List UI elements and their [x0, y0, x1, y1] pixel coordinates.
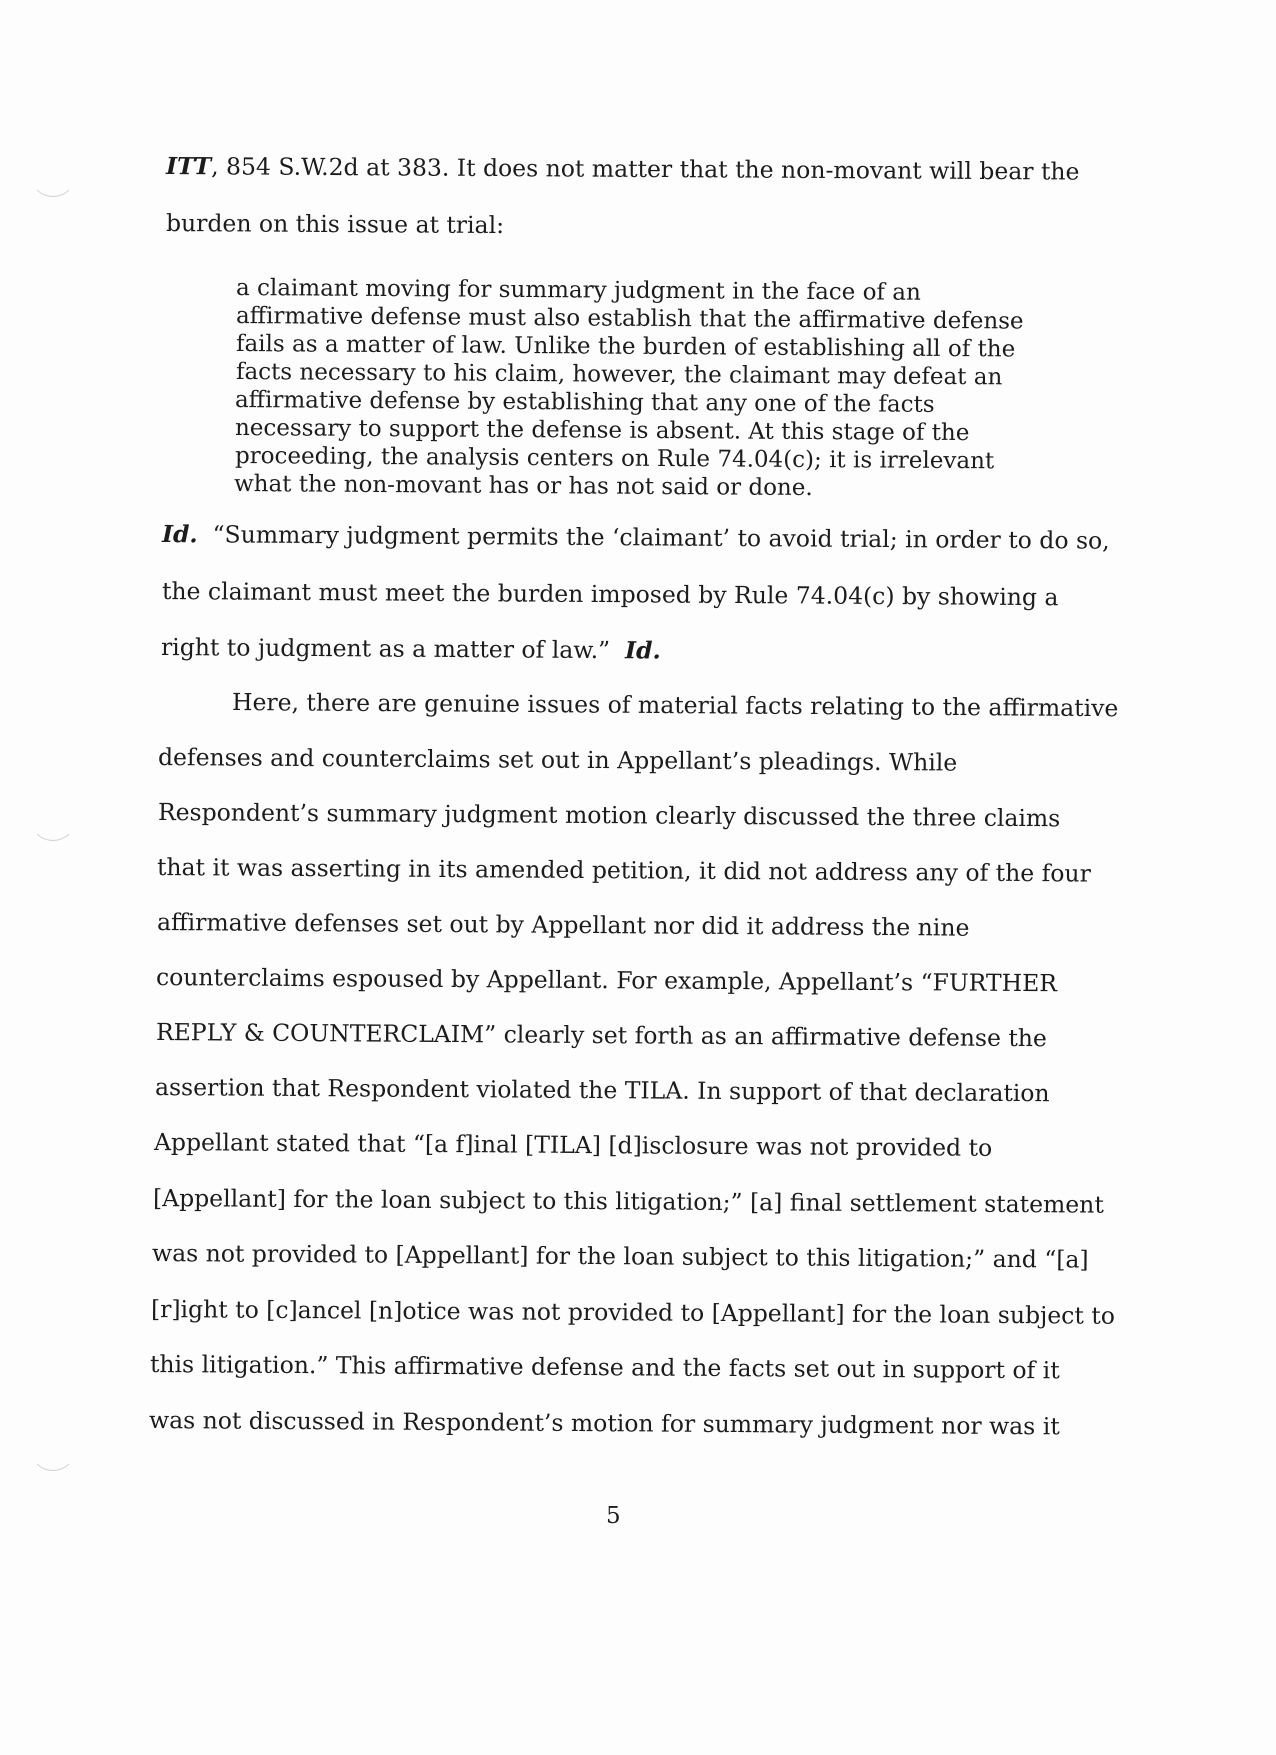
citation-id-1: Id.: [161, 520, 198, 549]
citation-id-2: Id.: [624, 636, 661, 665]
para2-line-3-text: right to judgment as a matter of law.”: [160, 633, 611, 665]
block-quote-line-1: a claimant moving for summary judgment in the face of an: [235, 275, 921, 306]
punch-hole-top: [30, 152, 76, 197]
para2-line-3: [160, 633, 661, 665]
para3-line-12: [r]ight to [c]ancel [n]otice was not provided to [Appellant] for the loan subject to: [150, 1295, 1116, 1330]
para3-line-10: [Appellant] for the loan subject to this litigation;” [a] final settlement statement: [152, 1184, 1104, 1219]
para2-line-2: the claimant must meet the burden imposed by Rule 74.04(c) by showing a: [161, 577, 1059, 612]
para3-line-4: that it was asserting in its amended petition, it did not address any of the four: [156, 853, 1091, 888]
para3-line-8: assertion that Respondent violated the TILA. In support of that declaration: [154, 1073, 1050, 1108]
block-quote-line-3: fails as a matter of law. Unlike the burden of establishing all of the: [235, 331, 1016, 363]
para3-line-14: was not discussed in Respondent’s motion for summary judgment nor was it: [148, 1406, 1060, 1441]
block-quote-line-6: necessary to support the defense is absent. At this stage of the: [234, 415, 970, 447]
para3-line-6: counterclaims espoused by Appellant. For example, Appellant’s “FURTHER: [155, 963, 1058, 998]
para1-line-1: [165, 152, 1080, 186]
punch-hole-bottom: [30, 1426, 76, 1471]
page-number: 5: [606, 1503, 621, 1529]
para3-line-9: Appellant stated that “[a f]inal [TILA] [d]isclosure was not provided to: [153, 1128, 993, 1162]
para2-line-1-text: “Summary judgment permits the ‘claimant’ to avoid trial; in order to do so,: [212, 520, 1110, 555]
block-quote-line-7: proceeding, the analysis centers on Rule 74.04(c); it is irrelevant: [234, 443, 995, 475]
para3-line-1: Here, there are genuine issues of material facts relating to the affirmative: [231, 688, 1119, 723]
para1-line-2: burden on this issue at trial:: [165, 209, 505, 240]
citation-itt: ITT: [165, 152, 212, 181]
punch-hole-middle: [30, 796, 76, 841]
block-quote-line-5: affirmative defense by establishing that any one of the facts: [234, 387, 935, 418]
para3-line-3: Respondent’s summary judgment motion clearly discussed the three claims: [157, 798, 1061, 833]
para3-line-7: REPLY & COUNTERCLAIM” clearly set forth as an affirmative defense the: [155, 1018, 1047, 1053]
para2-line-1: [161, 520, 1110, 555]
block-quote-line-8: what the non-movant has or has not said or done.: [233, 471, 813, 502]
para1-line-1-text: , 854 S.W.2d at 383. It does not matter that the non-movant will bear the: [211, 152, 1080, 186]
block-quote-line-2: affirmative defense must also establish that the affirmative defense: [235, 303, 1024, 335]
para3-line-2: defenses and counterclaims set out in Appellant’s pleadings. While: [157, 743, 958, 777]
para3-line-11: was not provided to [Appellant] for the loan subject to this litigation;” and “[a]: [151, 1239, 1089, 1274]
para3-line-13: this litigation.” This affirmative defense and the facts set out in support of it: [149, 1350, 1060, 1385]
block-quote-line-4: facts necessary to his claim, however, the claimant may defeat an: [235, 359, 1003, 391]
para3-line-5: affirmative defenses set out by Appellant nor did it address the nine: [156, 908, 970, 942]
